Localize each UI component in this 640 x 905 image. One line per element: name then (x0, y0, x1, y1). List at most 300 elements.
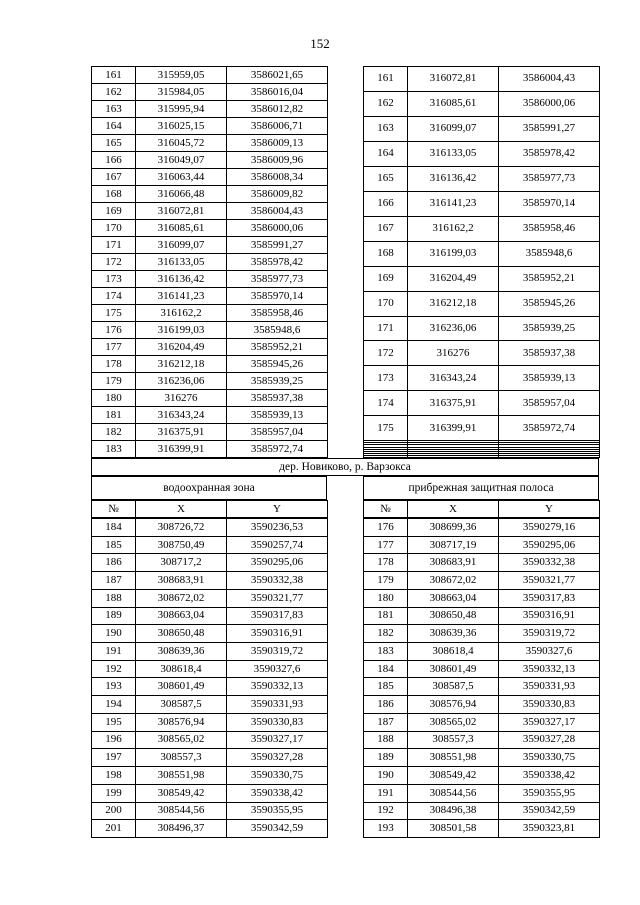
point-number-cell: 189 (364, 749, 408, 767)
y-cell: 3590323,81 (499, 820, 600, 838)
point-number-cell: 170 (92, 220, 136, 237)
table-row (92, 305, 328, 322)
x-cell: 308544,56 (408, 784, 499, 802)
table-row (364, 802, 600, 820)
y-cell: 3586000,06 (227, 220, 328, 237)
y-cell: 3585937,38 (499, 341, 600, 366)
table-row (92, 424, 328, 441)
point-number-cell: 174 (364, 391, 408, 416)
x-cell: 308726,72 (136, 519, 227, 537)
y-cell: 3590295,06 (227, 554, 328, 572)
x-cell: 316199,03 (408, 241, 499, 266)
table-row (92, 288, 328, 305)
point-number-cell: 186 (364, 696, 408, 714)
table-row (364, 91, 600, 116)
x-cell: 308601,49 (136, 678, 227, 696)
table-row (92, 118, 328, 135)
x-cell: 316399,91 (408, 416, 499, 441)
y-cell: 3585970,14 (227, 288, 328, 305)
x-cell: 316236,06 (408, 316, 499, 341)
y-cell: 3590316,91 (227, 625, 328, 643)
x-cell: 308549,42 (136, 784, 227, 802)
y-cell: 3590332,13 (227, 678, 328, 696)
x-cell: 308576,94 (408, 696, 499, 714)
point-number-cell: 168 (364, 241, 408, 266)
x-cell: 308639,36 (408, 625, 499, 643)
y-cell: 3590317,83 (227, 607, 328, 625)
bottom-left-table (91, 518, 327, 838)
point-number-cell: 171 (364, 316, 408, 341)
x-cell: 316136,42 (136, 271, 227, 288)
y-cell: 3585939,13 (499, 366, 600, 391)
table-row (364, 536, 600, 554)
y-cell: 3585937,38 (227, 390, 328, 407)
point-number-cell: 161 (364, 67, 408, 92)
point-number-cell: 173 (364, 366, 408, 391)
point-number-cell: 176 (364, 519, 408, 537)
point-number-cell: 172 (92, 254, 136, 271)
y-cell: 3585939,25 (227, 373, 328, 390)
table-row (92, 169, 328, 186)
table-row (364, 660, 600, 678)
point-number-cell: 168 (92, 186, 136, 203)
table-row (364, 696, 600, 714)
y-cell: 3590331,93 (227, 696, 328, 714)
x-cell: 308551,98 (136, 767, 227, 785)
table-row (92, 254, 328, 271)
table-row (92, 519, 328, 537)
y-cell: 3590319,72 (227, 643, 328, 661)
point-number-cell: 176 (92, 322, 136, 339)
x-cell: 316343,24 (136, 407, 227, 424)
y-cell: 3586009,13 (227, 135, 328, 152)
point-number-cell: 189 (92, 607, 136, 625)
point-number-cell: 194 (92, 696, 136, 714)
point-number-cell: 199 (92, 784, 136, 802)
x-cell: 315959,05 (136, 67, 227, 84)
point-number-cell: 182 (364, 625, 408, 643)
x-cell: 308717,2 (136, 554, 227, 572)
top-left-table-body (92, 67, 328, 458)
x-cell: 316072,81 (136, 203, 227, 220)
y-cell: 3590338,42 (499, 767, 600, 785)
y-cell: 3586006,71 (227, 118, 328, 135)
y-cell: 3590316,91 (499, 607, 600, 625)
coordinates-grid (91, 66, 599, 838)
bottom-right-table (363, 518, 599, 838)
y-cell: 3586004,43 (499, 67, 600, 92)
y-cell: 3590319,72 (499, 625, 600, 643)
point-number-cell: 187 (364, 713, 408, 731)
x-cell: 308699,36 (408, 519, 499, 537)
table-row (92, 536, 328, 554)
point-number-cell: 178 (364, 554, 408, 572)
table-row (364, 116, 600, 141)
x-cell: 316072,81 (408, 67, 499, 92)
x-cell: 308496,38 (408, 802, 499, 820)
point-number-cell: 166 (92, 152, 136, 169)
table-row (364, 589, 600, 607)
table-row (364, 731, 600, 749)
table-row (92, 373, 328, 390)
y-cell: 3590327,6 (227, 660, 328, 678)
point-number-cell: 175 (92, 305, 136, 322)
table-row (364, 519, 600, 537)
y-cell: 3586009,82 (227, 186, 328, 203)
y-cell: 3585970,14 (499, 191, 600, 216)
y-cell: 3590257,74 (227, 536, 328, 554)
point-number-cell: 165 (92, 135, 136, 152)
table-row (364, 607, 600, 625)
y-cell: 3586012,82 (227, 101, 328, 118)
x-cell: 316343,24 (408, 366, 499, 391)
point-number-cell: 171 (92, 237, 136, 254)
point-number-cell: 163 (364, 116, 408, 141)
x-cell: 316212,18 (136, 356, 227, 373)
y-cell: 3590321,77 (499, 572, 600, 590)
y-cell: 3590342,59 (227, 820, 328, 838)
point-number-cell: 173 (92, 271, 136, 288)
point-number-cell: 177 (364, 536, 408, 554)
y-cell: 3585977,73 (227, 271, 328, 288)
top-right-table-body (364, 67, 600, 458)
table-row (364, 416, 600, 441)
table-row (92, 767, 328, 785)
y-cell: 3590332,13 (499, 660, 600, 678)
table-row (92, 101, 328, 118)
x-cell: 308750,49 (136, 536, 227, 554)
point-number-cell: 193 (92, 678, 136, 696)
point-number-cell: 163 (92, 101, 136, 118)
table-row (92, 135, 328, 152)
x-cell: 308501,58 (408, 820, 499, 838)
point-number-cell: 181 (92, 407, 136, 424)
header-number: № (92, 501, 136, 518)
x-cell: 315984,05 (136, 84, 227, 101)
point-number-cell: 196 (92, 731, 136, 749)
x-cell: 308618,4 (136, 660, 227, 678)
point-number-cell: 164 (364, 141, 408, 166)
point-number-cell: 172 (364, 341, 408, 366)
table-row (364, 341, 600, 366)
table-row (92, 554, 328, 572)
table-row (364, 216, 600, 241)
point-number-cell: 192 (92, 660, 136, 678)
x-cell: 316085,61 (136, 220, 227, 237)
x-cell: 316204,49 (408, 266, 499, 291)
point-number-cell: 188 (364, 731, 408, 749)
table-row (364, 166, 600, 191)
point-number-cell: 200 (92, 802, 136, 820)
bottom-left-table-body (92, 519, 328, 838)
table-row (364, 391, 600, 416)
table-row (92, 339, 328, 356)
point-number-cell: 191 (364, 784, 408, 802)
x-cell: 316162,2 (408, 216, 499, 241)
table-row (92, 696, 328, 714)
y-cell: 3585957,04 (227, 424, 328, 441)
point-number-cell: 187 (92, 572, 136, 590)
x-cell: 308650,48 (408, 607, 499, 625)
x-cell: 308576,94 (136, 713, 227, 731)
point-number-cell: 182 (92, 424, 136, 441)
x-cell: 308683,91 (136, 572, 227, 590)
left-header (91, 500, 327, 518)
table-row (364, 241, 600, 266)
x-cell: 308601,49 (408, 660, 499, 678)
table-row (92, 390, 328, 407)
header-x: X (136, 501, 227, 518)
table-row (364, 191, 600, 216)
table-row (92, 660, 328, 678)
bottom-right-table-body (364, 519, 600, 838)
point-number-cell: 192 (364, 802, 408, 820)
point-number-cell: 184 (364, 660, 408, 678)
x-cell: 316063,44 (136, 169, 227, 186)
y-cell: 3590327,17 (499, 713, 600, 731)
y-cell: 3590355,95 (499, 784, 600, 802)
y-cell: 3590330,75 (499, 749, 600, 767)
x-cell: 316204,49 (136, 339, 227, 356)
table-row (92, 625, 328, 643)
table-row (92, 322, 328, 339)
point-number-cell: 161 (92, 67, 136, 84)
y-cell: 3585957,04 (499, 391, 600, 416)
y-cell: 3585978,42 (227, 254, 328, 271)
y-cell: 3586000,06 (499, 91, 600, 116)
x-cell: 316375,91 (136, 424, 227, 441)
y-cell: 3585948,6 (227, 322, 328, 339)
y-cell: 3585945,26 (499, 291, 600, 316)
table-row (364, 316, 600, 341)
table-row (364, 643, 600, 661)
y-cell: 3585972,74 (227, 441, 328, 458)
x-cell: 308672,02 (408, 572, 499, 590)
table-row (364, 678, 600, 696)
point-number-cell: 174 (92, 288, 136, 305)
table-row (92, 84, 328, 101)
y-cell: 3590327,28 (227, 749, 328, 767)
point-number-cell: 178 (92, 356, 136, 373)
table-row (92, 572, 328, 590)
x-cell: 316212,18 (408, 291, 499, 316)
x-cell: 316049,07 (136, 152, 227, 169)
x-cell: 308639,36 (136, 643, 227, 661)
y-cell: 3590327,17 (227, 731, 328, 749)
point-number-cell: 188 (92, 589, 136, 607)
x-cell: 316236,06 (136, 373, 227, 390)
table-row (92, 731, 328, 749)
x-cell: 316199,03 (136, 322, 227, 339)
y-cell: 3590342,59 (499, 802, 600, 820)
x-cell: 308650,48 (136, 625, 227, 643)
x-cell: 316399,91 (136, 441, 227, 458)
table-row (92, 802, 328, 820)
table-row (364, 141, 600, 166)
point-number-cell: 180 (92, 390, 136, 407)
point-number-cell: 180 (364, 589, 408, 607)
table-row (92, 678, 328, 696)
table-row (364, 784, 600, 802)
x-cell: 316099,07 (408, 116, 499, 141)
table-row (92, 749, 328, 767)
y-cell: 3585991,27 (499, 116, 600, 141)
table-row (92, 607, 328, 625)
table-row (364, 749, 600, 767)
table-row (364, 625, 600, 643)
header-x: X (408, 501, 499, 518)
x-cell: 316133,05 (136, 254, 227, 271)
x-cell: 308618,4 (408, 643, 499, 661)
point-number-cell: 177 (92, 339, 136, 356)
point-number-cell: 190 (364, 767, 408, 785)
top-right-table (363, 66, 599, 458)
point-number-cell: 185 (92, 536, 136, 554)
x-cell: 316162,2 (136, 305, 227, 322)
y-cell: 3585948,6 (499, 241, 600, 266)
point-number-cell: 190 (92, 625, 136, 643)
coastal-strip-title: прибрежная защитная полоса (363, 476, 599, 500)
x-cell: 316066,48 (136, 186, 227, 203)
table-row (92, 186, 328, 203)
table-row (364, 266, 600, 291)
point-number-cell: 164 (92, 118, 136, 135)
y-cell: 3585952,21 (499, 266, 600, 291)
y-cell: 3590330,83 (227, 713, 328, 731)
table-row (92, 407, 328, 424)
point-number-cell: 169 (364, 266, 408, 291)
x-cell: 316136,42 (408, 166, 499, 191)
x-cell: 316133,05 (408, 141, 499, 166)
x-cell: 308557,3 (408, 731, 499, 749)
x-cell: 308549,42 (408, 767, 499, 785)
y-cell: 3585958,46 (499, 216, 600, 241)
table-row (92, 356, 328, 373)
x-cell: 316099,07 (136, 237, 227, 254)
y-cell: 3585958,46 (227, 305, 328, 322)
header-y: Y (227, 501, 328, 518)
point-number-cell: 175 (364, 416, 408, 441)
y-cell: 3586016,04 (227, 84, 328, 101)
y-cell: 3585939,25 (499, 316, 600, 341)
point-number-cell: 195 (92, 713, 136, 731)
x-cell: 315995,94 (136, 101, 227, 118)
x-cell: 308683,91 (408, 554, 499, 572)
y-cell: 3590355,95 (227, 802, 328, 820)
x-cell: 308663,04 (136, 607, 227, 625)
y-cell: 3586004,43 (227, 203, 328, 220)
x-cell: 308557,3 (136, 749, 227, 767)
table-row (92, 441, 328, 458)
point-number-cell: 179 (364, 572, 408, 590)
y-cell: 3590327,28 (499, 731, 600, 749)
table-row (92, 203, 328, 220)
y-cell: 3590279,16 (499, 519, 600, 537)
table-row (92, 237, 328, 254)
point-number-cell: 162 (92, 84, 136, 101)
y-cell: 3586021,65 (227, 67, 328, 84)
point-number-cell: 167 (92, 169, 136, 186)
table-row (92, 589, 328, 607)
point-number-cell: 193 (364, 820, 408, 838)
table-row (92, 271, 328, 288)
x-cell: 316141,23 (408, 191, 499, 216)
table-row (92, 820, 328, 838)
y-cell: 3590327,6 (499, 643, 600, 661)
table-row (92, 67, 328, 84)
point-number-cell: 179 (92, 373, 136, 390)
x-cell: 308663,04 (408, 589, 499, 607)
x-cell: 316085,61 (408, 91, 499, 116)
y-cell: 3586009,96 (227, 152, 328, 169)
y-cell: 3590332,38 (227, 572, 328, 590)
table-row (364, 820, 600, 838)
table-row (364, 767, 600, 785)
x-cell: 308565,02 (136, 731, 227, 749)
point-number-cell: 191 (92, 643, 136, 661)
y-cell: 3590331,93 (499, 678, 600, 696)
table-row (364, 554, 600, 572)
point-number-cell: 184 (92, 519, 136, 537)
y-cell: 3590338,42 (227, 784, 328, 802)
table-row (364, 713, 600, 731)
y-cell: 3590317,83 (499, 589, 600, 607)
y-cell: 3585978,42 (499, 141, 600, 166)
x-cell: 316276 (408, 341, 499, 366)
y-cell: 3585977,73 (499, 166, 600, 191)
table-row (364, 67, 600, 92)
header-number: № (364, 501, 408, 518)
y-cell: 3585952,21 (227, 339, 328, 356)
point-number-cell: 186 (92, 554, 136, 572)
table-row (364, 291, 600, 316)
table-row (92, 152, 328, 169)
y-cell: 3585972,74 (499, 416, 600, 441)
y-cell: 3590295,06 (499, 536, 600, 554)
table-row (364, 572, 600, 590)
table-row (364, 366, 600, 391)
point-number-cell: 198 (92, 767, 136, 785)
x-cell: 316141,23 (136, 288, 227, 305)
point-number-cell: 169 (92, 203, 136, 220)
point-number-cell: 183 (364, 643, 408, 661)
x-cell: 308544,56 (136, 802, 227, 820)
point-number-cell: 162 (364, 91, 408, 116)
x-cell: 308496,37 (136, 820, 227, 838)
y-cell: 3585939,13 (227, 407, 328, 424)
header-y: Y (499, 501, 600, 518)
point-number-cell: 181 (364, 607, 408, 625)
settlement-banner: дер. Новиково, р. Варзокса (91, 458, 599, 476)
point-number-cell: 197 (92, 749, 136, 767)
y-cell: 3590236,53 (227, 519, 328, 537)
y-cell: 3585991,27 (227, 237, 328, 254)
top-left-table (91, 66, 327, 458)
y-cell: 3590332,38 (499, 554, 600, 572)
water-protection-zone-title: водоохранная зона (91, 476, 327, 500)
point-number-cell: 166 (364, 191, 408, 216)
y-cell: 3590330,83 (499, 696, 600, 714)
x-cell: 316025,15 (136, 118, 227, 135)
x-cell: 308587,5 (408, 678, 499, 696)
y-cell: 3590330,75 (227, 767, 328, 785)
point-number-cell: 165 (364, 166, 408, 191)
point-number-cell: 185 (364, 678, 408, 696)
point-number-cell: 167 (364, 216, 408, 241)
table-row (92, 784, 328, 802)
table-row (92, 220, 328, 237)
table-row (92, 713, 328, 731)
